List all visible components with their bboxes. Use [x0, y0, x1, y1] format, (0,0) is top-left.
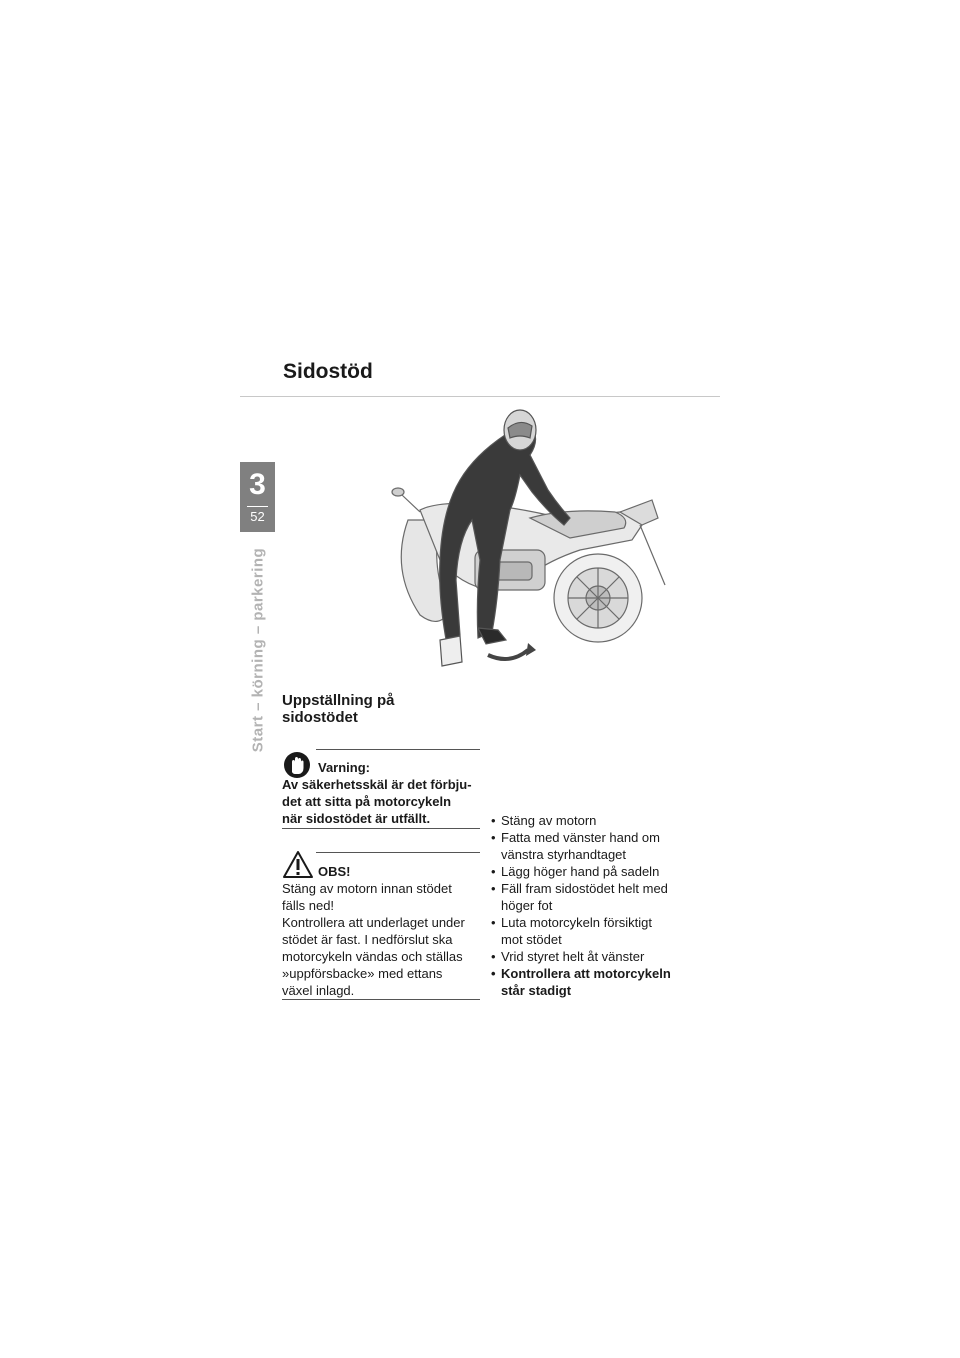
- step-text: Stäng av motorn: [501, 813, 597, 828]
- instruction-step: [491, 863, 711, 880]
- obs-text-line: Kontrollera att underlaget under: [282, 915, 465, 930]
- obs-text-line: »uppförsbacke» med ettans: [282, 966, 443, 981]
- instruction-step: [491, 829, 711, 863]
- step-text: Fäll fram sidostödet helt med: [501, 881, 668, 896]
- obs-bottom-rule: [282, 999, 480, 1000]
- warning-text-line: när sidostödet är utfällt.: [282, 811, 431, 826]
- obs-text-line: Stäng av motorn innan stödet: [282, 881, 452, 896]
- step-text: höger fot: [501, 898, 553, 913]
- motorcycle-side-stand-illustration: [380, 400, 680, 675]
- warning-bottom-rule: [282, 828, 480, 829]
- instruction-step: [491, 880, 711, 914]
- side-stand-arrow: [488, 650, 528, 659]
- obs-note: [282, 848, 480, 1000]
- instruction-step: [491, 948, 711, 965]
- warning-note: [282, 745, 480, 830]
- bullet: •: [491, 864, 496, 879]
- chapter-tab: [240, 462, 275, 532]
- obs-text: [282, 880, 480, 999]
- bullet: •: [491, 915, 496, 930]
- warning-text: [282, 776, 480, 827]
- step-text: Kontrollera att motorcykeln: [501, 966, 671, 981]
- warning-top-rule: [316, 749, 480, 750]
- obs-text-line: motorcykeln vändas och ställas: [282, 949, 463, 964]
- instruction-step-emphasis: [491, 965, 711, 999]
- step-text: mot stödet: [501, 932, 562, 947]
- obs-top-rule: [316, 852, 480, 853]
- chapter-side-label: Start – körning – parkering: [249, 547, 267, 753]
- obs-text-line: stödet är fast. I nedförslut ska: [282, 932, 453, 947]
- page-number: 52: [250, 509, 265, 524]
- bullet: •: [491, 881, 496, 896]
- obs-text-line: växel inlagd.: [282, 983, 355, 998]
- bullet: •: [491, 966, 496, 981]
- step-text: Vrid styret helt åt vänster: [501, 949, 645, 964]
- chapter-number: 3: [249, 468, 266, 501]
- rider-boot: [478, 628, 506, 644]
- bullet: •: [491, 813, 496, 828]
- title-divider: [240, 396, 720, 397]
- step-text: vänstra styrhandtaget: [501, 847, 627, 862]
- section-heading-line: sidostödet: [282, 709, 358, 726]
- obs-label: OBS!: [318, 864, 351, 879]
- page-title: Sidostöd: [283, 360, 373, 383]
- hand-stop-icon: [282, 751, 312, 779]
- warning-text-line: det att sitta på motorcykeln: [282, 794, 452, 809]
- warning-label: Varning:: [318, 760, 371, 775]
- obs-text-line: fälls ned!: [282, 898, 335, 913]
- instruction-steps: [491, 812, 711, 999]
- instruction-step: [491, 812, 711, 829]
- bullet: •: [491, 830, 496, 845]
- section-heading-line: Uppställning på: [282, 692, 395, 709]
- section-heading: [282, 692, 395, 726]
- bullet: •: [491, 949, 496, 964]
- exclamation-triangle-icon: [282, 850, 314, 880]
- step-text: Lägg höger hand på sadeln: [501, 864, 660, 879]
- instruction-step: [491, 914, 711, 948]
- step-text: Fatta med vänster hand om: [501, 830, 660, 845]
- chapter-tab-divider: [247, 506, 268, 507]
- step-text: står stadigt: [501, 983, 572, 998]
- step-text: Luta motorcykeln försiktigt: [501, 915, 653, 930]
- warning-text-line: Av säkerhetsskäl är det förbju-: [282, 777, 472, 792]
